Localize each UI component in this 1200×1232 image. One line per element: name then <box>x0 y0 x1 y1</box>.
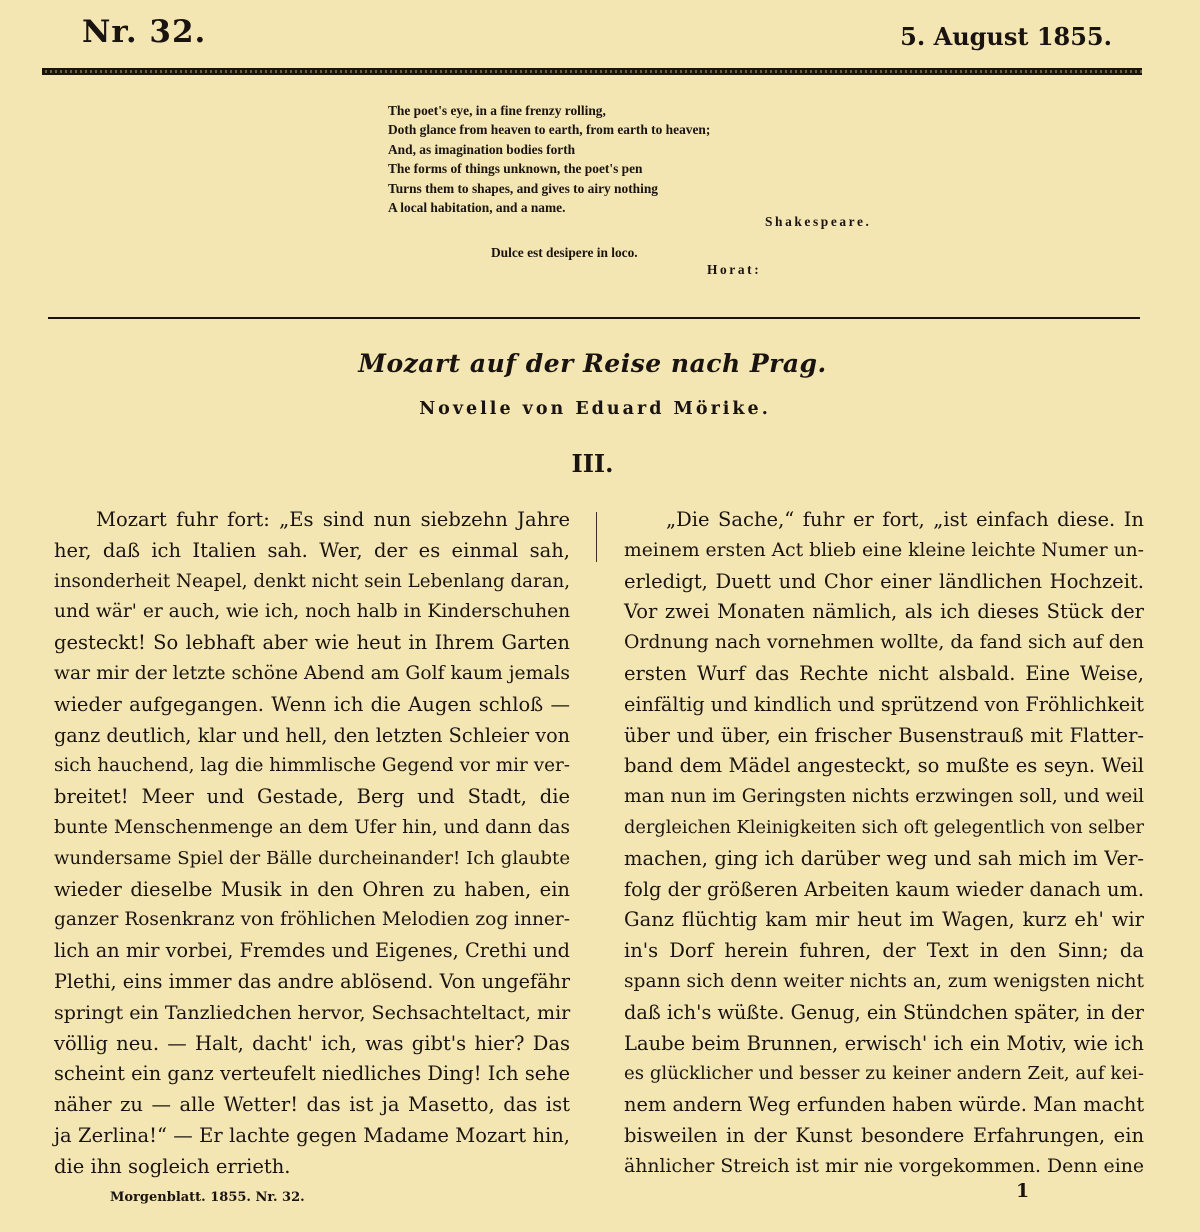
section-rule <box>48 317 1140 319</box>
article-subtitle: Novelle von Eduard Mörike. <box>419 399 771 419</box>
text-line: und wär' er auch, wie ich, noch halb in Kinderschuhen <box>54 601 571 623</box>
text-line: man nun im Geringsten nichts erzwingen soll, und weil <box>624 786 1145 808</box>
text-line: Ordnung nach vornehmen wollte, da fand sich auf den <box>624 632 1144 654</box>
issue-number: Nr. 32. <box>82 14 207 50</box>
text-line: spann sich denn weiter nichts an, zum wenigsten nicht <box>624 970 1144 992</box>
text-line: meinem ersten Act blieb eine kleine leichte Numer un- <box>624 539 1144 561</box>
motto-block <box>388 101 908 217</box>
text-line: war mir der letzte schöne Abend am Golf kaum jemals <box>54 662 570 684</box>
text-line: her, daß ich Italien sah. Wer, der es einmal sah, <box>54 538 570 562</box>
text-line: dergleichen Kleinigkeiten sich oft gelegentlich von selber <box>624 817 1144 838</box>
text-line: ersten Wurf das Rechte nicht alsbald. Eine Weise, <box>624 661 1144 685</box>
text-line: völlig neu. — Halt, dacht' ich, was gibt's hier? Das <box>54 1031 570 1055</box>
text-line: insonderheit Neapel, denkt nicht sein Lebenlang daran, <box>54 570 570 592</box>
text-column-right <box>624 505 1144 1183</box>
text-line: gesteckt! So lebhaft aber wie heut in Ihrem Garten <box>54 631 570 655</box>
text-line: sich hauchend, lag die himmlische Gegend vor mir ver- <box>54 755 570 777</box>
latin-quote: Dulce est desipere in loco. <box>491 245 638 260</box>
text-line: nem andern Weg erfunden haben würde. Man macht <box>624 1093 1145 1117</box>
text-line: lich an mir vorbei, Fremdes und Eigenes, Crethi und <box>54 939 570 963</box>
text-line: wieder aufgegangen. Wenn ich die Augen schloß — <box>54 692 570 716</box>
text-line: Ganz flüchtig kam mir heut im Wagen, kurz eh' wir <box>624 908 1144 932</box>
text-line: wundersame Spiel der Bälle durcheinander! Ich glaubte <box>54 847 570 869</box>
text-line: ja Zerlina!“ — Er lachte gegen Madame Mozart hin, <box>54 1123 570 1147</box>
text-line: ganzer Rosenkranz von fröhlichen Melodien zog inner- <box>54 909 570 931</box>
column-separator <box>596 512 597 562</box>
motto-line: And, as imagination bodies forth <box>388 141 576 157</box>
text-line: bisweilen in der Kunst besondere Erfahrungen, ein <box>624 1123 1144 1147</box>
page-number: 1 <box>1016 1180 1030 1202</box>
text-line: über und über, ein frischer Busenstrauß mit Flatter- <box>624 723 1144 747</box>
text-line: band dem Mädel angesteckt, so mußte es seyn. Weil <box>624 754 1144 778</box>
text-line: scheint ein ganz verteufelt niedliches Ding! Ich sehe <box>54 1062 570 1086</box>
motto-author: Shakespeare. <box>765 214 872 229</box>
text-line: Laube beim Brunnen, erwisch' ich ein Motiv, wie ich <box>624 1031 1144 1055</box>
text-line: „Die Sache,“ fuhr er fort, „ist einfach diese. In <box>666 508 1144 531</box>
chapter-number: III. <box>571 449 614 478</box>
text-line: in's Dorf herein fuhren, der Text in den Sinn; da <box>624 939 1144 963</box>
text-line: bunte Menschenmenge an dem Ufer hin, und dann das <box>54 816 570 838</box>
text-line: machen, ging ich darüber weg und sah mich im Ver- <box>624 846 1144 870</box>
header-rule <box>42 68 1142 75</box>
text-line: breitet! Meer und Gestade, Berg und Stadt, die <box>54 785 570 809</box>
text-line: springt ein Tanzliedchen hervor, Sechsachteltact, mir <box>54 1001 571 1024</box>
text-line: ganz deutlich, klar und hell, den letzten Schleier von <box>54 723 570 747</box>
motto-line: Turns them to shapes, and gives to airy nothing <box>388 180 658 196</box>
text-line: folg der größeren Arbeiten kaum wieder danach um. <box>624 877 1144 901</box>
text-line: Plethi, eins immer das andre ablösend. Von ungefähr <box>54 969 570 993</box>
motto-line: The poet's eye, in a fine frenzy rolling, <box>388 103 606 118</box>
text-line: einfältig und kindlich und sprützend von Fröhlichkeit <box>624 692 1144 716</box>
latin-quote-author: Horat: <box>707 262 762 277</box>
text-column-left <box>54 505 570 1183</box>
text-line: ähnlicher Streich ist mir nie vorgekommen. Denn eine <box>624 1155 1144 1177</box>
text-line: näher zu — alle Wetter! das ist ja Masetto, das ist <box>54 1093 570 1117</box>
article-title: Mozart auf der Reise nach Prag. <box>358 349 827 378</box>
text-line: erledigt, Duett und Chor einer ländlichen Hochzeit. <box>624 569 1144 593</box>
footer-signature: Morgenblatt. 1855. Nr. 32. <box>110 1190 305 1205</box>
motto-line: The forms of things unknown, the poet's pen <box>388 161 643 177</box>
issue-date: 5. August 1855. <box>900 22 1112 51</box>
text-line: wieder dieselbe Musik in den Ohren zu haben, ein <box>54 877 570 901</box>
text-line: die ihn sogleich errieth. <box>54 1154 291 1178</box>
motto-line: Doth glance from heaven to earth, from earth to heaven; <box>388 122 711 138</box>
motto-line: A local habitation, and a name. <box>388 200 566 216</box>
text-line: Vor zwei Monaten nämlich, als ich dieses Stück der <box>624 600 1144 624</box>
text-line: Mozart fuhr fort: „Es sind nun siebzehn Jahre <box>96 508 570 531</box>
text-line: es glücklicher und besser zu keiner andern Zeit, auf kei- <box>624 1063 1144 1085</box>
text-line: daß ich's wüßte. Genug, ein Stündchen später, in der <box>624 1000 1144 1024</box>
